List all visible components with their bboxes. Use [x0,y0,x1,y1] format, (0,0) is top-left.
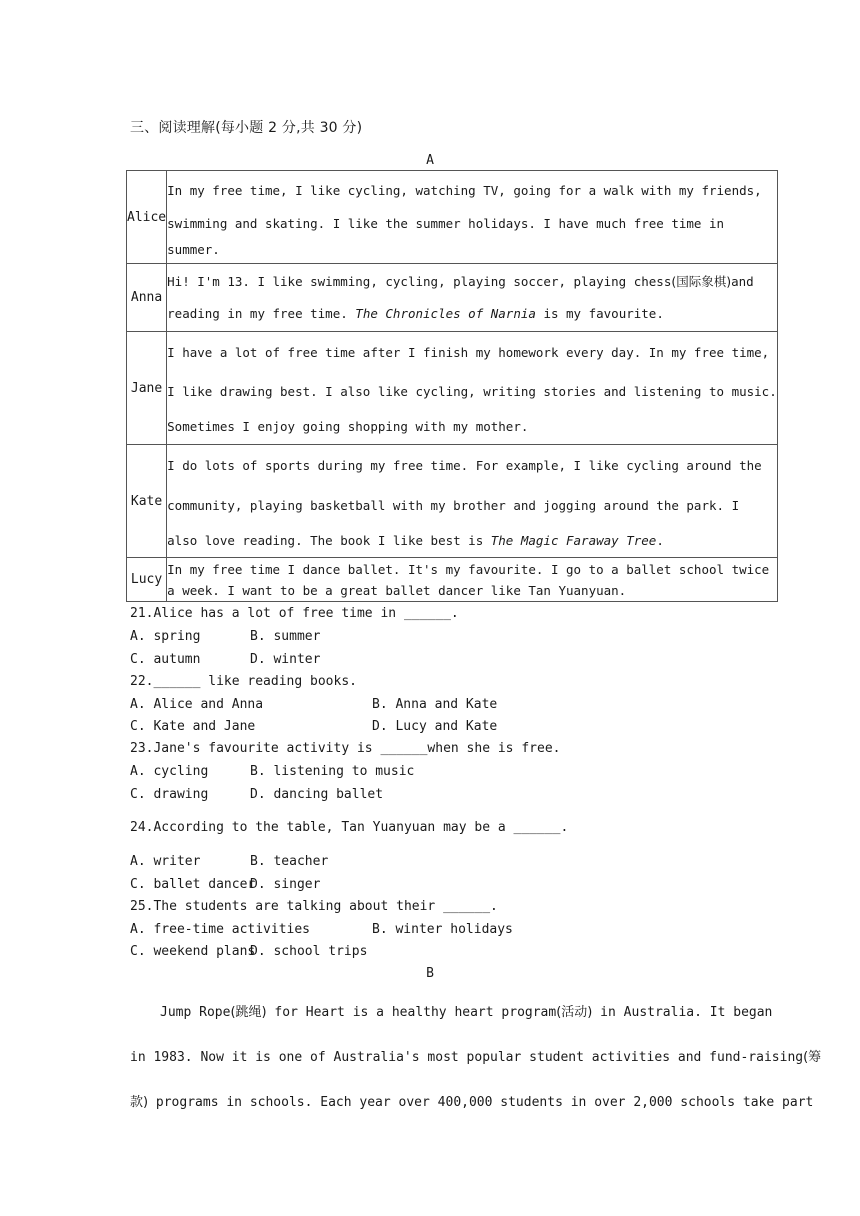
option-d: D. school trips [250,944,368,959]
option-c: C. autumn [130,652,201,667]
option-c: C. ballet dancer [130,877,256,892]
question-22: 22.______ like reading books. [130,674,357,689]
option-a: A. cycling [130,764,209,779]
table-row [127,558,778,602]
option-d: D. Lucy and Kate [372,719,498,734]
question-23: 23.Jane's favourite activity is ______when she is free. [130,741,561,756]
option-a: A. Alice and Anna [130,697,264,712]
option-d: D. winter [250,652,321,667]
table-text-line: In my free time I dance ballet. It's my favourite. I go to a ballet school twice [167,561,770,577]
option-b: B. teacher [250,854,329,869]
student-name: Lucy [127,558,167,602]
section-heading: 三、阅读理解(每小题 2 分,共 30 分) [130,120,363,136]
table-text-line: reading in my free time. The Chronicles of Narnia is my favourite. [167,305,664,321]
question-24: 24.According to the table, Tan Yuanyuan may be a ______. [130,820,569,835]
student-name: Alice [127,171,167,264]
table-text-line: I do lots of sports during my free time. For example, I like cycling around the [167,458,762,473]
option-d: D. dancing ballet [250,787,384,802]
table-text-line: swimming and skating. I like the summer holidays. I have much free time in [167,216,725,231]
option-b: B. summer [250,629,321,644]
student-name: Kate [127,445,167,558]
option-b: B. winter holidays [372,922,513,937]
option-a: A. spring [130,629,201,644]
option-a: A. free-time activities [130,922,311,937]
option-a: A. writer [130,854,201,869]
option-b: B. Anna and Kate [372,697,498,712]
student-name: Anna [127,264,167,332]
option-c: C. Kate and Jane [130,719,256,734]
table-text-line: I have a lot of free time after I finish my homework every day. In my free time, [167,345,770,360]
reading-table [126,170,778,602]
table-text-line: community, playing basketball with my brother and jogging around the park. I [167,498,740,513]
passage-b-line: in 1983. Now it is one of Australia's most popular student activities and fund-raising(筹 [130,1050,822,1065]
option-d: D. singer [250,877,321,892]
passage-b-line: 款) programs in schools. Each year over 400,000 students in over 2,000 schools take part [130,1095,814,1110]
table-text-line: I like drawing best. I also like cycling, writing stories and listening to music. [167,384,777,399]
table-text-line: also love reading. The book I like best is The Magic Faraway Tree. [167,533,664,548]
option-c: C. drawing [130,787,209,802]
part-a-label: A [426,153,434,168]
table-text-line: In my free time, I like cycling, watching TV, going for a walk with my friends, [167,183,762,198]
table-text-line: Hi! I'm 13. I like swimming, cycling, playing soccer, playing chess(国际象棋)and [167,273,754,289]
table-row [127,445,778,558]
table-text-line: a week. I want to be a great ballet dancer like Tan Yuanyuan. [167,582,627,598]
table-text-line: summer. [167,242,220,257]
option-c: C. weekend plans [130,944,256,959]
question-21: 21.Alice has a lot of free time in ______. [130,606,459,621]
question-25: 25.The students are talking about their ______. [130,899,498,914]
option-b: B. listening to music [250,764,415,779]
part-b-label: B [426,966,434,981]
table-text-line: Sometimes I enjoy going shopping with my mother. [167,419,529,434]
table-row [127,264,778,332]
student-name: Jane [127,332,167,445]
table-row [127,332,778,445]
passage-b-line: Jump Rope(跳绳) for Heart is a healthy heart program(活动) in Australia. It began [160,1005,773,1020]
table-row [127,171,778,264]
